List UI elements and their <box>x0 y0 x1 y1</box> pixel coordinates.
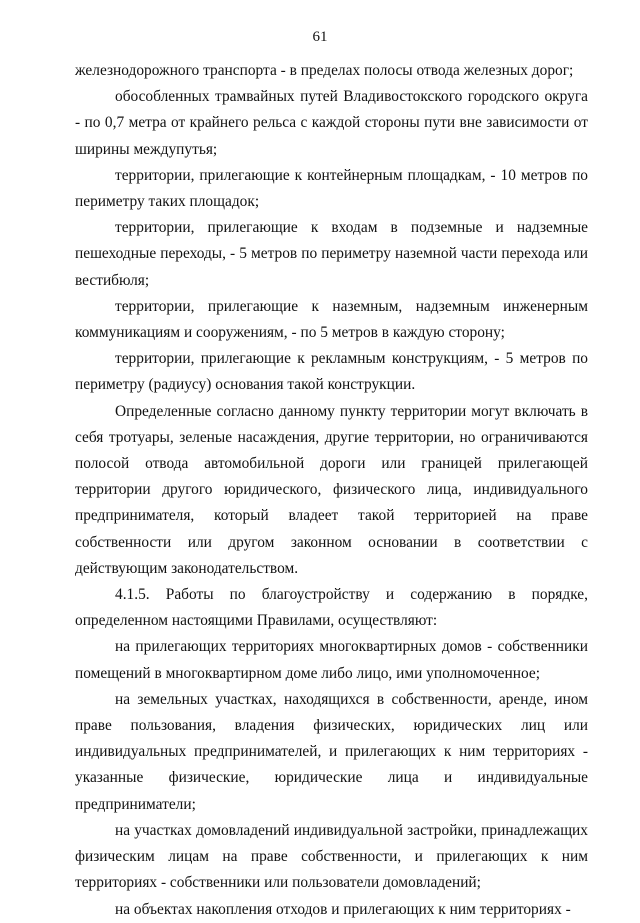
page-number: 61 <box>312 29 328 45</box>
paragraph-tram-tracks: обособленных трамвайных путей Владивостокского городского округа - по 0,7 метра от крайнего рельса с каждой стороны пути вне зависимости от ширины междупутья; <box>75 88 588 158</box>
paragraph-waste-accumulation: на объектах накопления отходов и прилегающих к ним территориях - <box>115 900 571 918</box>
document-body <box>75 58 588 923</box>
paragraph-railway-continuation: железнодорожного транспорта - в пределах полосы отвода железных дорог; <box>75 62 574 79</box>
paragraph-advertising-structures: территории, прилегающие к рекламным конструкциям, - 5 метров по периметру (радиусу) основания такой конструкции. <box>75 350 588 394</box>
paragraph-container-sites: территории, прилегающие к контейнерным площадкам, - 10 метров по периметру таких площадок; <box>75 166 588 211</box>
paragraph-pedestrian-crossings: территории, прилегающие к входам в подземные и надземные пешеходные переходы, - 5 метров по периметру наземной части перехода или вестибюля; <box>75 219 588 289</box>
paragraph-territory-limits: Определенные согласно данному пункту территории могут включать в себя тротуары, зеленые насаждения, другие территории, но ограничиваются полосой отвода автомобильной дороги или границей прилегающей территории другого юридического, физического лица, индивидуального предпринимателя, который владеет такой территорией на праве собственности или другом законном основании в соответствии с действующим законодательством. <box>75 402 588 577</box>
paragraph-clause-4-1-5: 4.1.5. Работы по благоустройству и содержанию в порядке, определенном настоящими Правилами, осуществляют: <box>75 586 588 630</box>
paragraph-engineering-communications: территории, прилегающие к наземным, надземным инженерным коммуникациям и сооружениям, - по 5 метров в каждую сторону; <box>75 297 588 342</box>
paragraph-individual-households: на участках домовладений индивидуальной застройки, принадлежащих физическим лицам на праве собственности, и прилегающих к ним территориях - собственники или пользователи домовладений; <box>75 821 588 892</box>
paragraph-apartment-buildings: на прилегающих территориях многоквартирных домов - собственники помещений в многоквартирном доме либо лицо, ими уполномоченное; <box>75 638 588 682</box>
paragraph-land-plots: на земельных участках, находящихся в собственности, аренде, ином праве пользования, владения физических, юридических лиц или индивидуальных предпринимателей, и прилегающих к ним территориях - указанные физические, юридические лица и индивидуальные предприниматели; <box>75 690 588 813</box>
